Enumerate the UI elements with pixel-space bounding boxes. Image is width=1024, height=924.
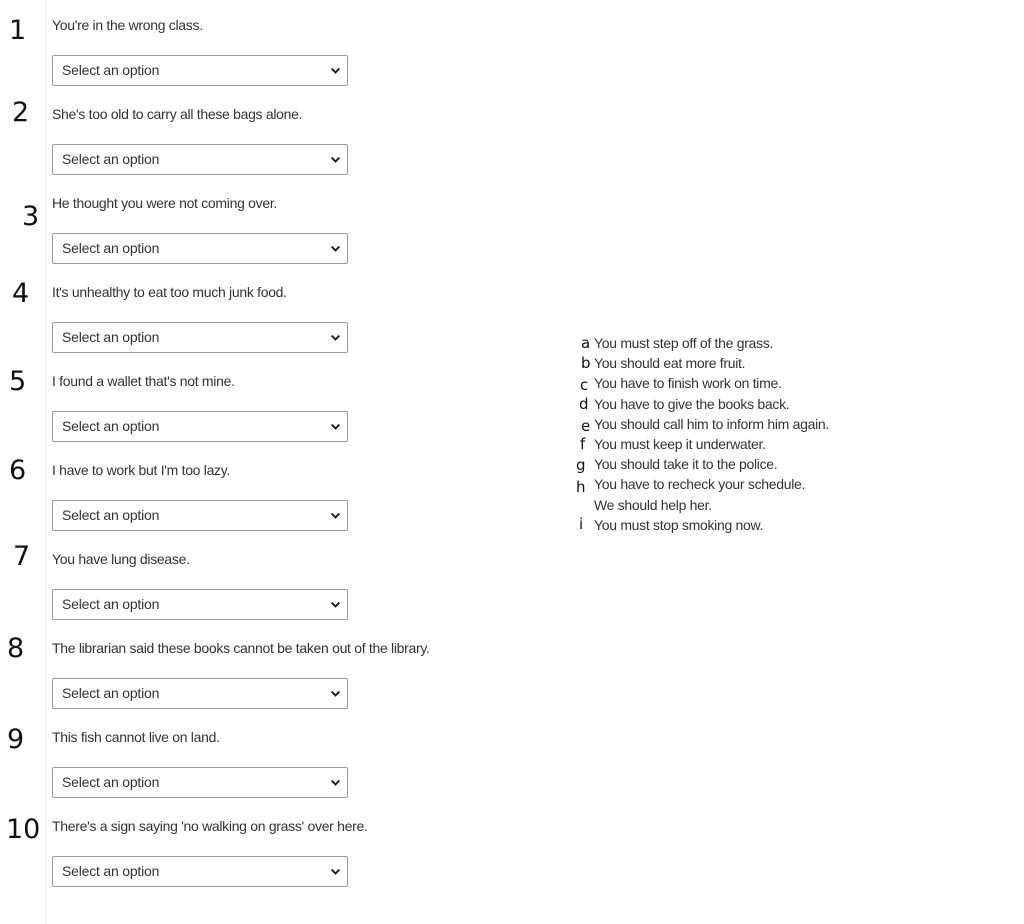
select-placeholder: Select an option [62, 685, 160, 701]
question-10 [0, 801, 520, 890]
select-placeholder: Select an option [62, 329, 160, 345]
select-placeholder: Select an option [62, 596, 160, 612]
question-number: 3 [22, 201, 40, 232]
question-number: 10 [6, 814, 41, 845]
answer-letter: i [579, 514, 584, 533]
answer-option-c [576, 374, 876, 394]
answer-select-3[interactable] [52, 233, 348, 264]
question-text: This fish cannot live on land. [52, 729, 220, 745]
select-placeholder: Select an option [62, 863, 160, 879]
chevron-down-icon [330, 510, 341, 521]
question-text: It's unhealthy to eat too much junk food. [52, 284, 287, 300]
chevron-down-icon [330, 599, 341, 610]
answer-select-5[interactable] [52, 411, 348, 442]
answer-option-d [576, 395, 876, 415]
question-2 [0, 89, 520, 178]
answer-letter: c [580, 376, 589, 395]
question-1 [0, 0, 520, 89]
chevron-down-icon [330, 332, 341, 343]
select-placeholder: Select an option [62, 507, 160, 523]
answer-letter: e [581, 416, 591, 435]
question-text: I have to work but I'm too lazy. [52, 462, 231, 478]
select-placeholder: Select an option [62, 240, 160, 256]
question-8 [0, 623, 520, 712]
answer-options-list [576, 334, 876, 536]
question-number: 7 [13, 541, 31, 572]
question-9 [0, 712, 520, 801]
chevron-down-icon [330, 243, 341, 254]
chevron-down-icon [330, 421, 341, 432]
question-number: 4 [12, 278, 30, 309]
answer-text: We should help her. [594, 496, 712, 513]
answer-option-e [576, 415, 876, 435]
question-number: 5 [9, 366, 27, 397]
question-5 [0, 356, 520, 445]
answer-option-g [576, 455, 876, 475]
answer-letter: d [579, 394, 589, 413]
answer-letter: g [576, 456, 586, 475]
answer-option-b [576, 354, 876, 374]
answer-select-9[interactable] [52, 767, 348, 798]
chevron-down-icon [330, 154, 341, 165]
answer-select-7[interactable] [52, 589, 348, 620]
question-text: He thought you were not coming over. [52, 195, 278, 211]
chevron-down-icon [330, 866, 341, 877]
answer-text: You have to finish work on time. [594, 375, 782, 392]
question-number: 9 [7, 724, 25, 755]
answer-select-10[interactable] [52, 856, 348, 887]
question-3 [0, 178, 520, 267]
answer-select-2[interactable] [52, 144, 348, 175]
question-text: There's a sign saying 'no walking on grass' over here. [52, 818, 368, 834]
select-placeholder: Select an option [62, 62, 160, 78]
answer-select-4[interactable] [52, 322, 348, 353]
answer-select-1[interactable] [52, 55, 348, 86]
question-number: 2 [12, 97, 30, 128]
answer-text: You must stop smoking now. [594, 516, 764, 533]
question-4 [0, 267, 520, 356]
answer-letter: b [581, 354, 591, 373]
answer-option-unlettered [576, 475, 876, 495]
answer-text: You should eat more fruit. [594, 355, 746, 372]
answer-select-8[interactable] [52, 678, 348, 709]
question-number: 1 [9, 15, 27, 46]
question-text: She's too old to carry all these bags alone. [52, 106, 303, 122]
answer-text: You should take it to the police. [594, 456, 778, 473]
question-number: 8 [7, 633, 25, 664]
answer-letter: a [581, 334, 591, 352]
answer-text: You have to give the books back. [594, 395, 790, 412]
select-placeholder: Select an option [62, 418, 160, 434]
answer-select-6[interactable] [52, 500, 348, 531]
question-7 [0, 534, 520, 623]
select-placeholder: Select an option [62, 151, 160, 167]
answer-text: You must keep it underwater. [594, 435, 766, 452]
question-number: 6 [9, 455, 27, 486]
answer-text: You have to recheck your schedule. [594, 476, 806, 493]
answer-letter: h [576, 477, 586, 496]
question-text: You have lung disease. [52, 551, 190, 567]
answer-option-a [576, 334, 876, 354]
question-text: I found a wallet that's not mine. [52, 373, 235, 389]
answer-text: You should call him to inform him again. [594, 415, 829, 432]
answer-option-i [576, 516, 876, 536]
answer-text: You must step off of the grass. [594, 335, 774, 351]
chevron-down-icon [330, 777, 341, 788]
chevron-down-icon [330, 65, 341, 76]
answer-letter: f [580, 434, 586, 453]
answer-option-f [576, 435, 876, 455]
select-placeholder: Select an option [62, 774, 160, 790]
question-text: You're in the wrong class. [52, 17, 203, 33]
question-6 [0, 445, 520, 534]
question-text: The librarian said these books cannot be taken out of the library. [52, 640, 430, 656]
chevron-down-icon [330, 688, 341, 699]
